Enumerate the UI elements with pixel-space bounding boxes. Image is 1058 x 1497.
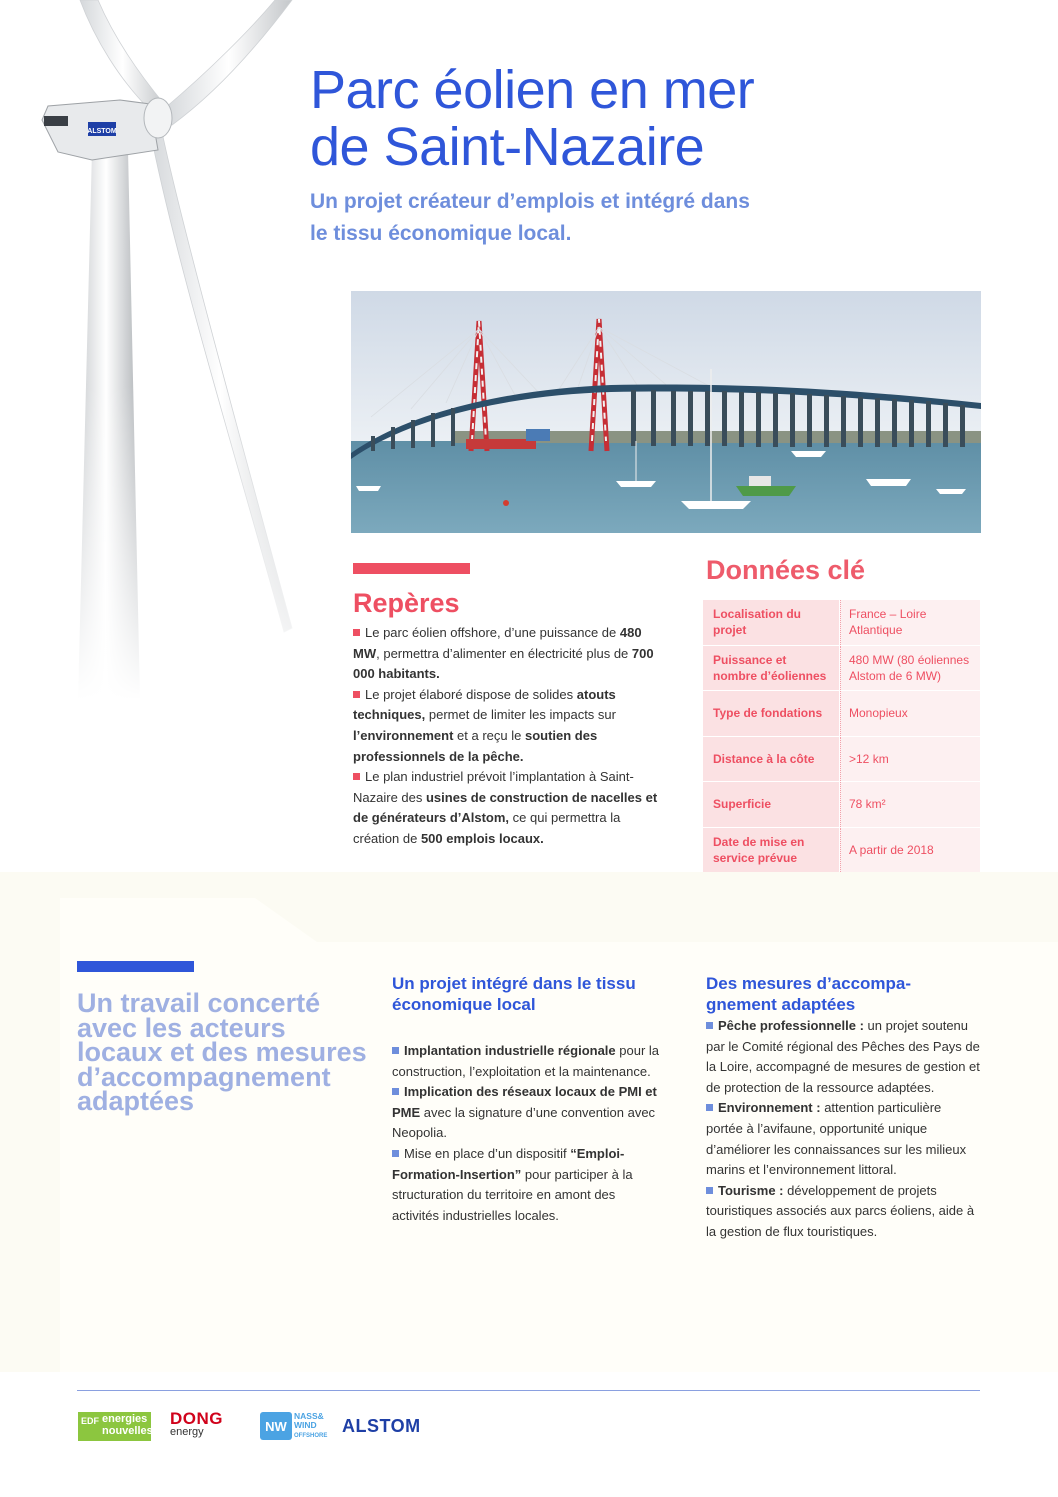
bullet-square-icon — [706, 1104, 713, 1111]
integre-heading: Un projet intégré dans le tissu économique local — [392, 974, 636, 1014]
nass-line-2: WIND — [294, 1420, 317, 1430]
bullet-square-icon — [353, 773, 360, 780]
reperes-accent-bar — [353, 563, 470, 574]
table-row — [703, 691, 980, 737]
table-key-cell: Localisation du projet — [703, 600, 839, 645]
page-subtitle — [310, 186, 930, 250]
text-run-bold: 700 000 habitants. — [353, 645, 654, 682]
mesures-item-1 — [706, 1016, 981, 1098]
text-run-bold: usines de construction de nacelles et de générateurs d’Alstom, — [353, 789, 658, 826]
reperes-paragraph-3 — [353, 767, 668, 849]
page-subtitle-line-1: Un projet créateur d’emplois et intégré dans — [310, 190, 750, 213]
table-row — [703, 600, 980, 646]
text-run-bold: Pêche professionnelle : — [718, 1018, 864, 1033]
table-value-cell: Monopieux — [840, 691, 980, 736]
nass-wind-logo-text — [294, 1412, 327, 1441]
page-title-line-2: de Saint-Nazaire — [310, 117, 705, 177]
table-key-cell: Superficie — [703, 782, 839, 827]
nass-line-1: NASS& — [294, 1411, 324, 1421]
bullet-square-icon — [353, 691, 360, 698]
reperes-heading: Repères — [353, 588, 460, 618]
mesures-item-3 — [706, 1181, 981, 1243]
text-run: pour la construction, l’exploitation et la maintenance. — [392, 1043, 660, 1079]
edf-logo-line-2: nouvelles — [102, 1424, 153, 1437]
edf-energies-nouvelles-logo — [78, 1412, 151, 1441]
key-data-table — [703, 600, 980, 873]
text-run-bold: 480 MW — [353, 625, 642, 661]
table-value-cell: 480 MW (80 éoliennes Alstom de 6 MW) — [840, 646, 980, 691]
concert-accent-bar — [77, 961, 194, 972]
bullet-square-icon — [706, 1187, 713, 1194]
text-run-bold: Implantation industrielle régionale — [404, 1043, 616, 1058]
text-run-bold: l’environnement — [353, 727, 454, 743]
text-run-bold: Tourisme : — [718, 1182, 784, 1198]
table-value-cell: >12 km — [840, 737, 980, 782]
donnees-heading: Données clé — [706, 555, 866, 585]
nass-wind-offshore-logo — [260, 1410, 326, 1444]
saint-nazaire-bridge-photo — [351, 291, 981, 533]
table-value-cell: A partir de 2018 — [840, 828, 980, 873]
text-run: Le projet élaboré dispose de solides — [365, 686, 577, 702]
text-run: Le parc éolien offshore, d’une puissance de — [365, 625, 620, 640]
text-run: Le plan industriel prévoit l’implantation à Saint-Nazaire des — [353, 769, 634, 805]
edf-mark-text: EDF — [81, 1416, 99, 1426]
reperes-paragraph-2 — [353, 685, 668, 767]
table-key-cell: Distance à la côte — [703, 737, 839, 782]
reperes-text — [353, 623, 668, 850]
bullet-square-icon — [353, 629, 360, 636]
text-run: et a reçu le — [453, 727, 525, 743]
reperes-paragraph-1 — [353, 623, 668, 685]
page-title-line-1: Parc éolien en mer — [310, 60, 755, 120]
text-run-bold: 500 emplois locaux. — [420, 830, 544, 846]
table-row — [703, 737, 980, 783]
table-key-cell: Puissance et nombre d’éoliennes — [703, 646, 839, 691]
mesures-text — [706, 1016, 981, 1243]
text-run-bold: soutien des professionnels de la pêche. — [353, 727, 598, 764]
edf-logo-text — [102, 1414, 153, 1437]
table-key-cell: Type de fondations — [703, 691, 839, 736]
table-row — [703, 782, 980, 828]
table-value-cell: France – Loire Atlantique — [840, 600, 980, 645]
text-run-bold: atouts techniques, — [353, 686, 616, 723]
wind-turbine-illustration — [0, 0, 320, 700]
integre-item-2 — [392, 1082, 662, 1144]
text-run: avec la signature d’une convention avec Neopolia. — [392, 1104, 656, 1141]
bullet-square-icon — [392, 1150, 399, 1157]
text-run-bold: Environnement : — [718, 1100, 821, 1116]
table-key-cell: Date de mise en service prévue — [703, 828, 839, 873]
text-run: permet de limiter les impacts sur — [425, 707, 616, 723]
bullet-square-icon — [392, 1047, 399, 1054]
dong-logo-line-2: energy — [170, 1426, 204, 1438]
bullet-square-icon — [706, 1022, 713, 1029]
text-run: , permettra d’alimenter en électricité plus de — [376, 645, 632, 661]
bullet-square-icon — [392, 1088, 399, 1095]
page-subtitle-line-2: le tissu économique local. — [310, 222, 572, 245]
concert-heading: Un travail concerté avec les acteurs locaux et des mesures d’accompagnement adaptées — [77, 988, 367, 1116]
table-row — [703, 646, 980, 692]
text-run: un projet soutenu par le Comité régional des Pêches des Pays de la Loire, accompagné de mesures de gestion et de protection de la ressource adaptées. — [706, 1018, 980, 1095]
text-run: Mise en place d’un dispositif — [404, 1145, 571, 1161]
edf-logo-line-1: energies — [102, 1413, 148, 1425]
text-run: attention particulière portée à l’avifaune, opportunité unique d’améliorer les connaissances sur les milieux marins et l’environnement littoral. — [706, 1100, 967, 1178]
alstom-logo: ALSTOM — [342, 1416, 421, 1436]
integre-item-3 — [392, 1144, 662, 1226]
integre-item-1 — [392, 1041, 662, 1082]
text-run-bold: Implication des réseaux locaux de PMI et PME — [392, 1084, 657, 1120]
text-run-bold: “Emploi-Formation-Insertion” — [392, 1145, 625, 1182]
mesures-heading: Des mesures d’accompa-gnement adaptées — [706, 974, 912, 1014]
nass-wind-mark: NW — [260, 1412, 292, 1440]
mesures-item-2 — [706, 1098, 981, 1180]
text-run: ce qui permettra la création de — [353, 810, 621, 846]
page-title — [310, 62, 1010, 176]
text-run: pour participer à la structuration du territoire en amont des activités industrielles locales. — [392, 1166, 633, 1223]
dong-logo-line-1: DONG — [170, 1409, 223, 1428]
footer-divider — [77, 1390, 980, 1391]
integre-text — [392, 1041, 662, 1226]
dong-energy-logo — [170, 1410, 223, 1438]
table-row — [703, 828, 980, 874]
nass-line-3: OFFSHORE — [294, 1433, 328, 1439]
table-value-cell: 78 km² — [840, 782, 980, 827]
text-run: développement de projets touristiques associés aux parcs éoliens, aide à la gestion de flux touristiques. — [706, 1182, 975, 1239]
